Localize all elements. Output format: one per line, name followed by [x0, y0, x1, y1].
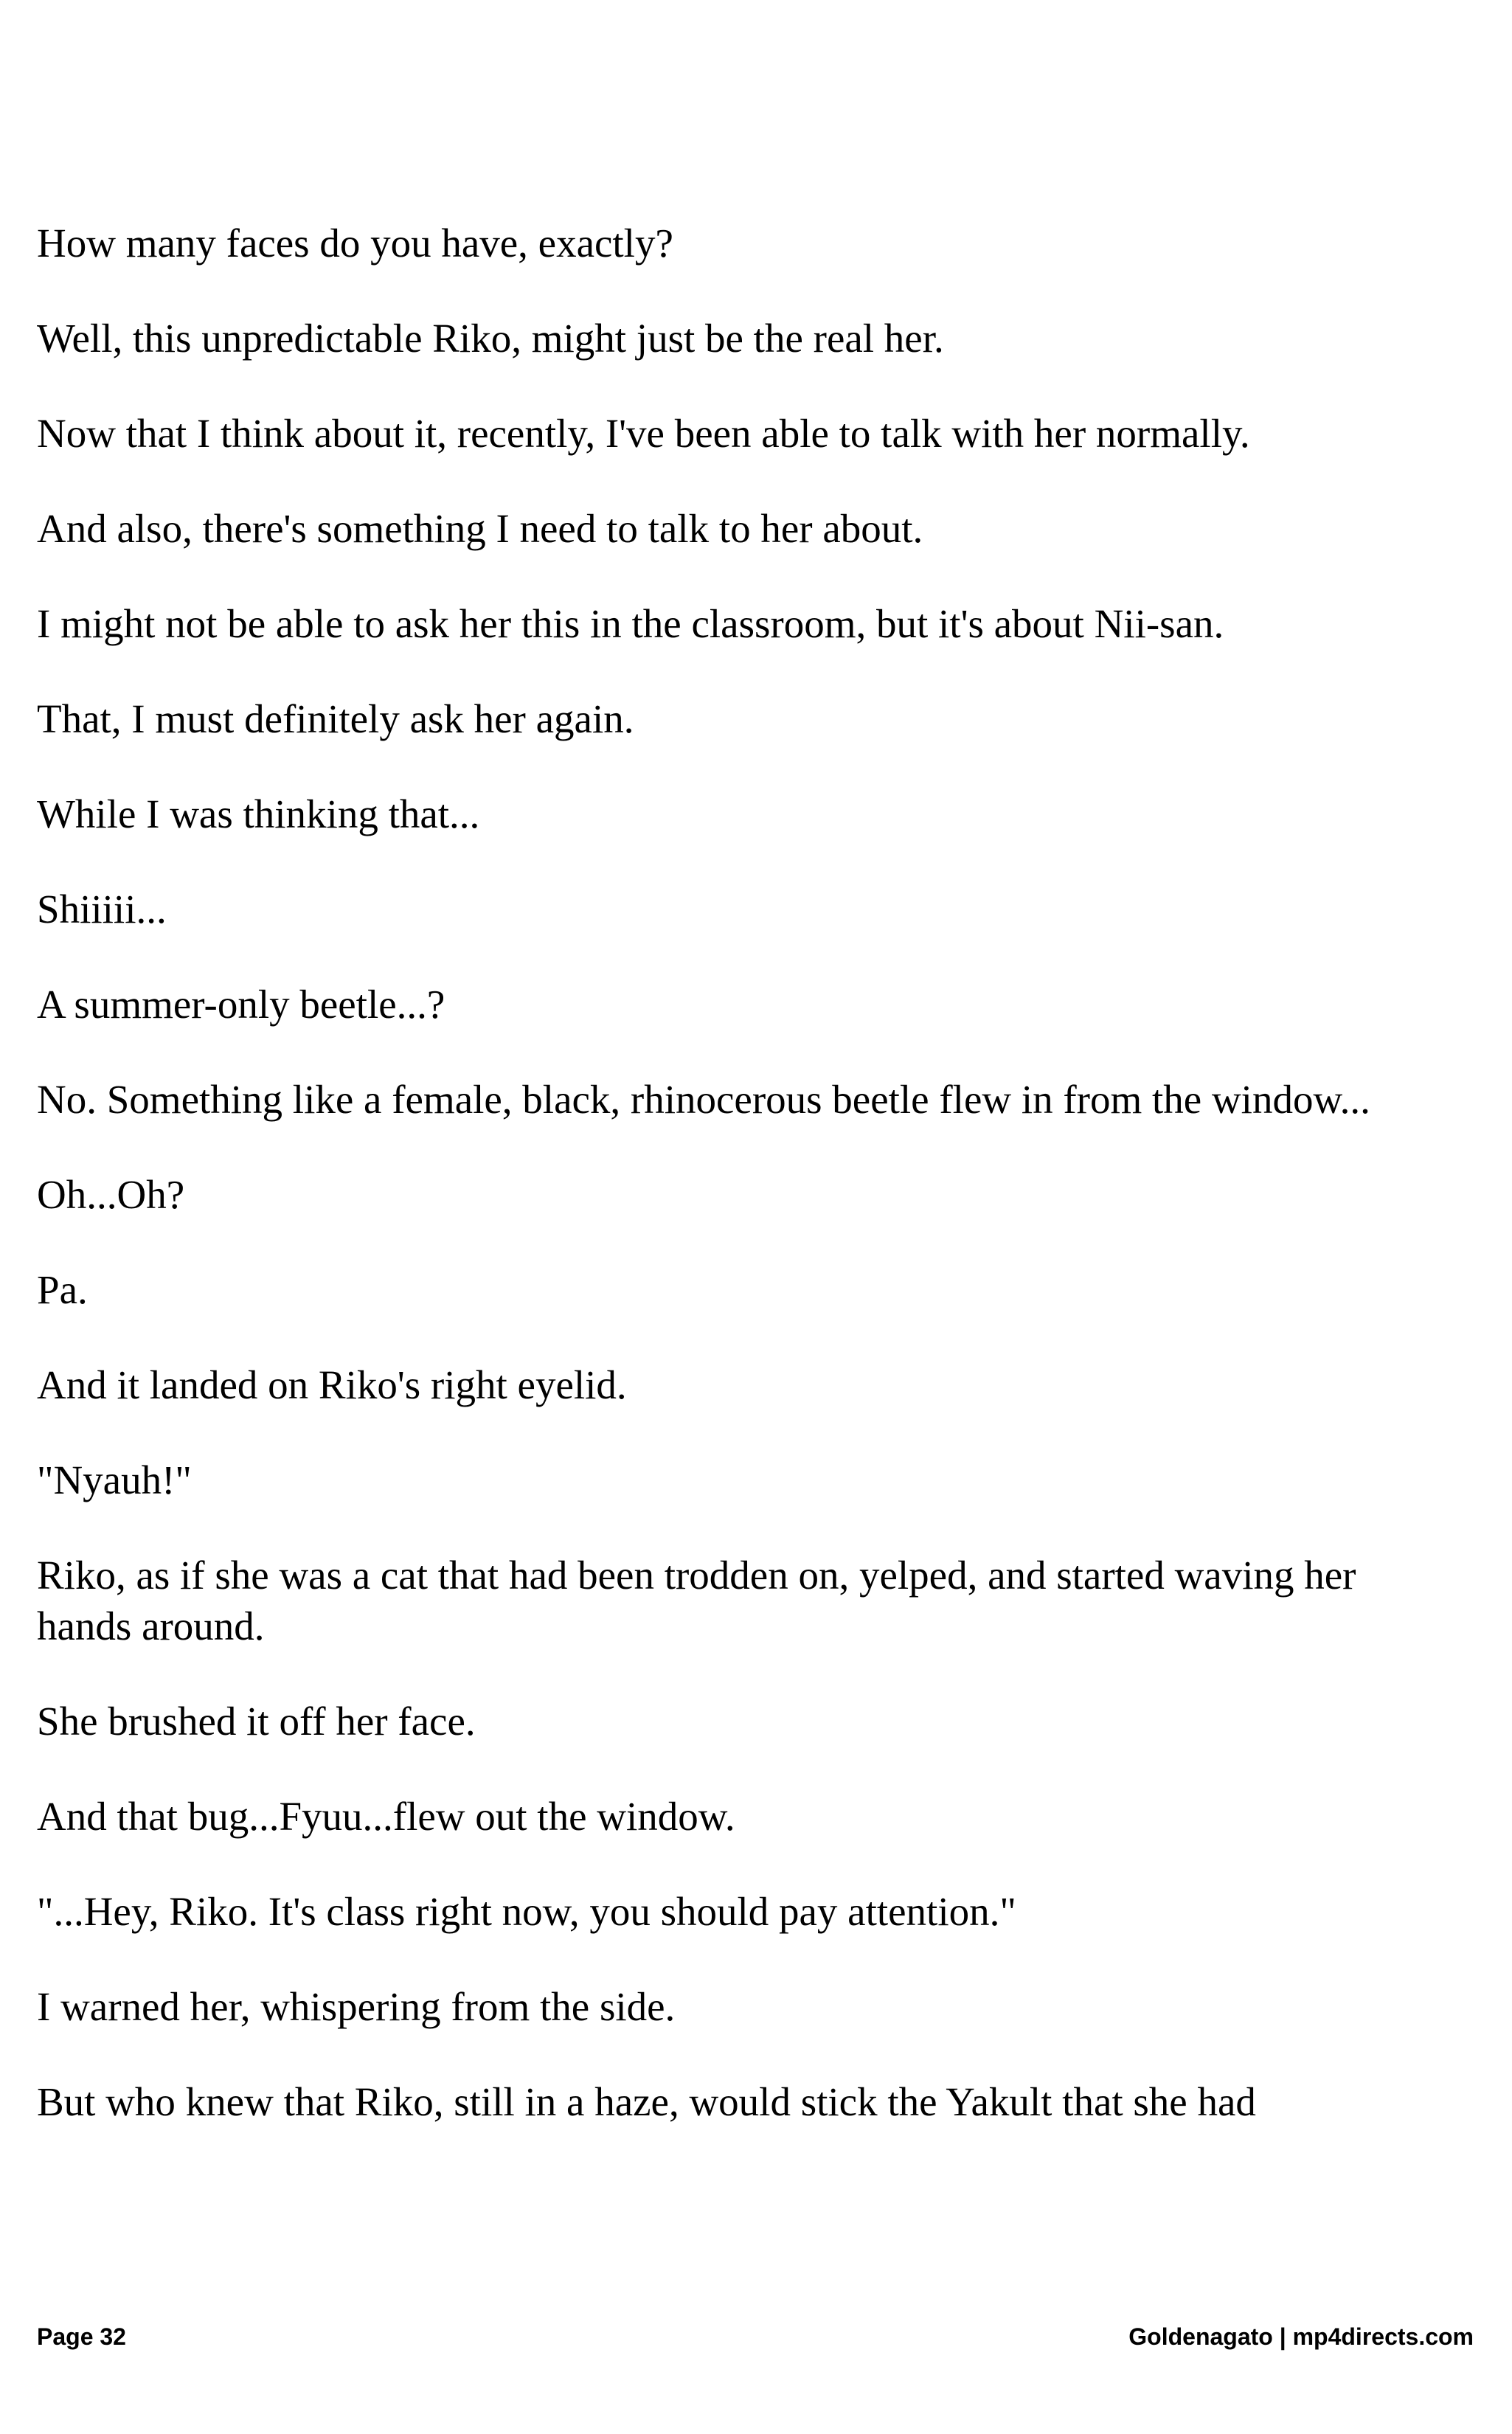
paragraph: Riko, as if she was a cat that had been trodden on, yelped, and started waving her hands around. [37, 1553, 1356, 1648]
paragraph: And it landed on Riko's right eyelid. [37, 1362, 627, 1407]
paragraph: No. Something like a female, black, rhinocerous beetle flew in from the window... [37, 1077, 1370, 1122]
paragraph: And also, there's something I need to talk to her about. [37, 506, 923, 551]
page-body [37, 218, 1438, 2171]
paragraph: Well, this unpredictable Riko, might just be the real her. [37, 316, 944, 361]
paragraph: "...Hey, Riko. It's class right now, you should pay attention." [37, 1889, 1016, 1934]
paragraph: And that bug...Fyuu...flew out the window. [37, 1794, 735, 1839]
paragraph: I might not be able to ask her this in the classroom, but it's about Nii-san. [37, 601, 1224, 646]
footer-credit: Goldenagato | mp4directs.com [1128, 2323, 1474, 2350]
paragraph: Oh...Oh? [37, 1172, 185, 1217]
paragraph: Now that I think about it, recently, I've been able to talk with her normally. [37, 411, 1250, 456]
paragraph: Shiiiii... [37, 887, 167, 932]
paragraph: "Nyauh!" [37, 1457, 192, 1502]
paragraph: That, I must definitely ask her again. [37, 696, 634, 741]
paragraph: She brushed it off her face. [37, 1699, 476, 1744]
paragraph: But who knew that Riko, still in a haze, would stick the Yakult that she had [37, 2079, 1256, 2124]
paragraph: While I was thinking that... [37, 791, 480, 836]
paragraph: Pa. [37, 1267, 88, 1312]
paragraph: A summer-only beetle...? [37, 982, 445, 1027]
page-footer [37, 2322, 1474, 2351]
paragraph: I warned her, whispering from the side. [37, 1984, 676, 2029]
paragraph: How many faces do you have, exactly? [37, 221, 673, 266]
page-number: Page 32 [37, 2323, 126, 2350]
